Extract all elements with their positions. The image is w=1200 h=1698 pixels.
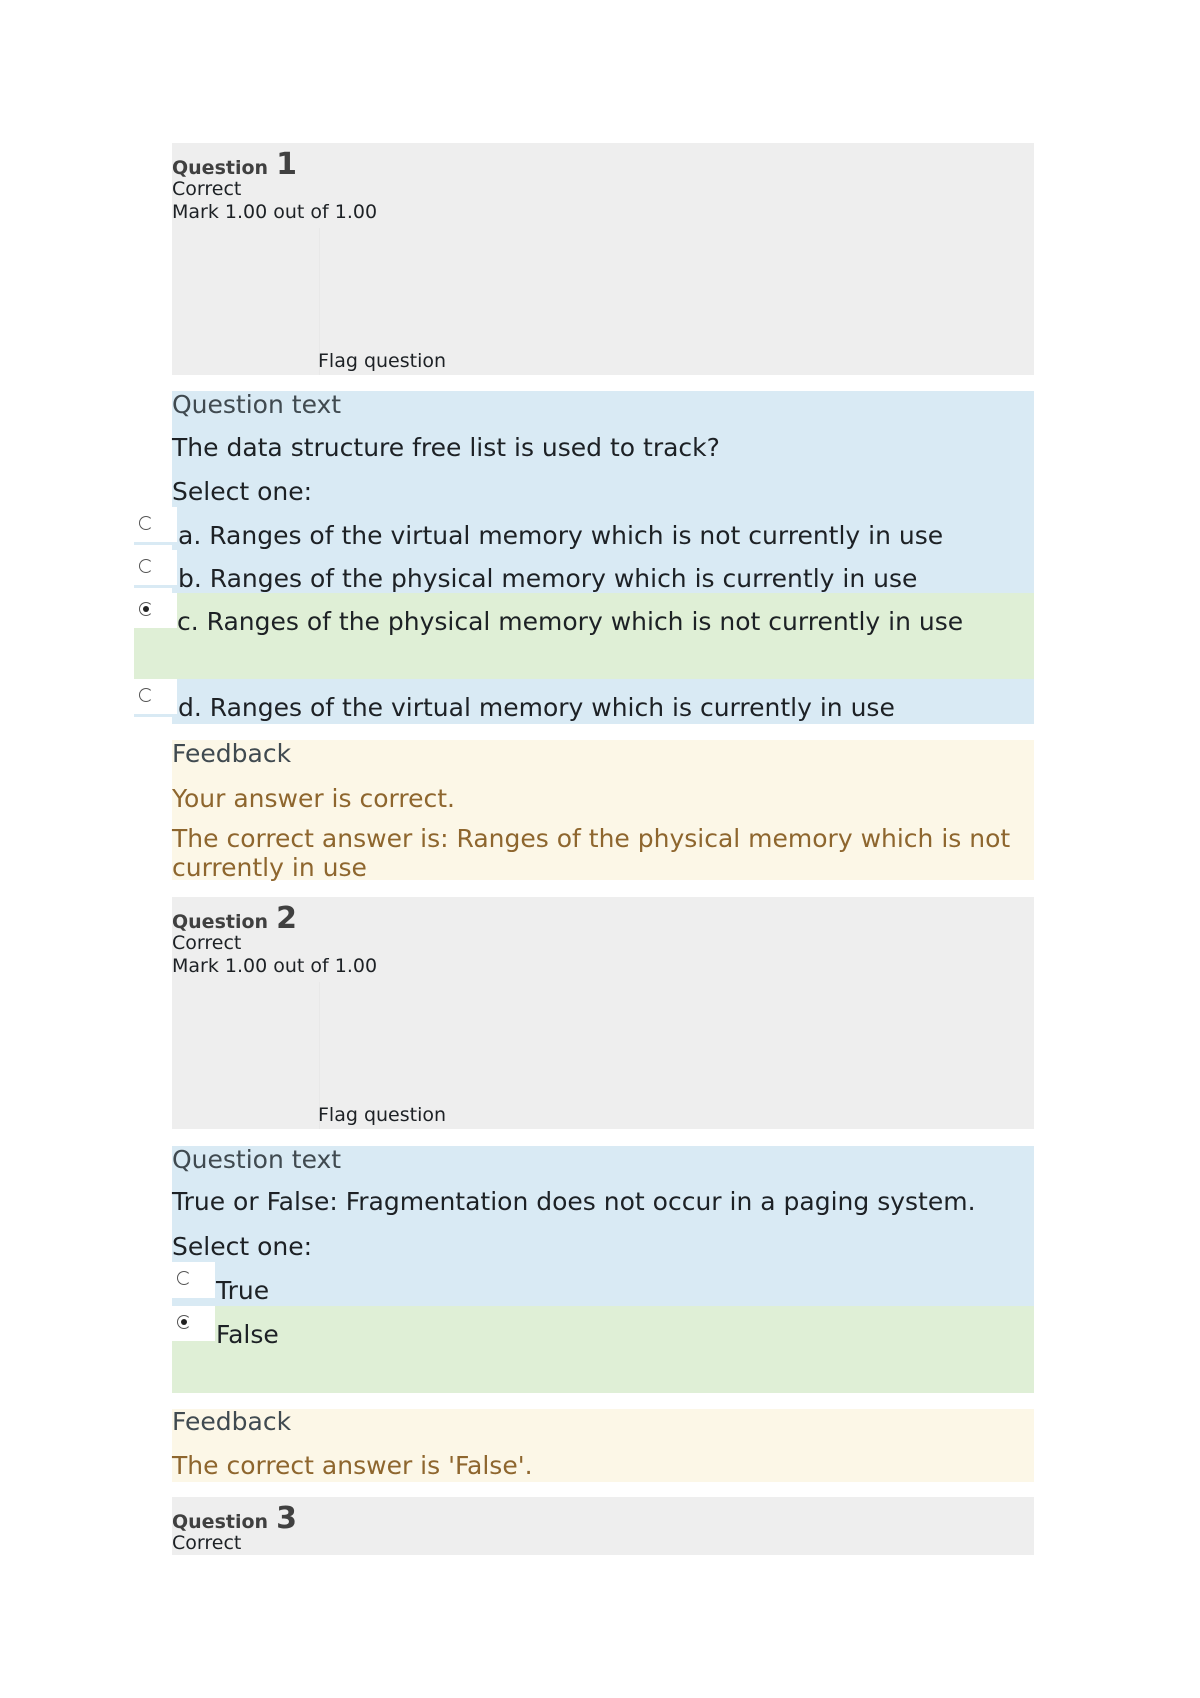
question-label: Question xyxy=(172,1511,269,1533)
correct-answer-highlight xyxy=(172,1306,1034,1393)
radio-option-d[interactable] xyxy=(139,688,153,702)
question-state: Correct xyxy=(172,178,242,200)
question-heading xyxy=(172,147,297,182)
radio-option-false[interactable] xyxy=(177,1315,191,1329)
question-number: 2 xyxy=(276,901,297,936)
question-label: Question xyxy=(172,911,269,933)
radio-option-a[interactable] xyxy=(139,516,153,530)
select-one-prompt: Select one: xyxy=(172,477,313,506)
option-d-label[interactable]: d. Ranges of the virtual memory which is currently in use xyxy=(178,693,895,722)
correct-answer-highlight xyxy=(134,593,1034,679)
question-grade: Mark 1.00 out of 1.00 xyxy=(172,201,378,223)
flag-question-link[interactable]: Flag question xyxy=(318,1104,447,1126)
question-text: The data structure free list is used to track? xyxy=(172,433,720,462)
question-state: Correct xyxy=(172,932,242,954)
option-c-label[interactable]: c. Ranges of the physical memory which is not currently in use xyxy=(177,607,964,636)
option-b-label[interactable]: b. Ranges of the physical memory which is currently in use xyxy=(178,564,918,593)
feedback-general: Your answer is correct. xyxy=(172,784,455,813)
question-text-label: Question text xyxy=(172,390,342,419)
flag-question-link[interactable]: Flag question xyxy=(318,350,447,372)
radio-option-c[interactable] xyxy=(139,602,153,616)
question-grade: Mark 1.00 out of 1.00 xyxy=(172,955,378,977)
question-heading xyxy=(172,1501,297,1536)
question-number: 1 xyxy=(276,147,297,182)
question-info-1 xyxy=(172,143,1034,375)
question-info-2 xyxy=(172,897,1034,1129)
question-number: 3 xyxy=(276,1501,297,1536)
question-label: Question xyxy=(172,157,269,179)
question-state: Correct xyxy=(172,1532,242,1554)
radio-option-b[interactable] xyxy=(139,559,153,573)
feedback-correct-answer: The correct answer is 'False'. xyxy=(172,1451,533,1480)
question-text-label: Question text xyxy=(172,1145,342,1174)
option-true-label[interactable]: True xyxy=(216,1276,270,1305)
select-one-prompt: Select one: xyxy=(172,1232,313,1261)
feedback-correct-answer: The correct answer is: Ranges of the physical memory which is not currently in use xyxy=(172,824,1011,882)
question-text: True or False: Fragmentation does not occur in a paging system. xyxy=(172,1187,976,1216)
feedback-label: Feedback xyxy=(172,1407,292,1436)
radio-option-true[interactable] xyxy=(177,1271,191,1285)
option-false-label[interactable]: False xyxy=(216,1320,279,1349)
option-a-label[interactable]: a. Ranges of the virtual memory which is not currently in use xyxy=(178,521,944,550)
feedback-label: Feedback xyxy=(172,739,292,768)
question-heading xyxy=(172,901,297,936)
question-info-3 xyxy=(172,1497,1034,1555)
